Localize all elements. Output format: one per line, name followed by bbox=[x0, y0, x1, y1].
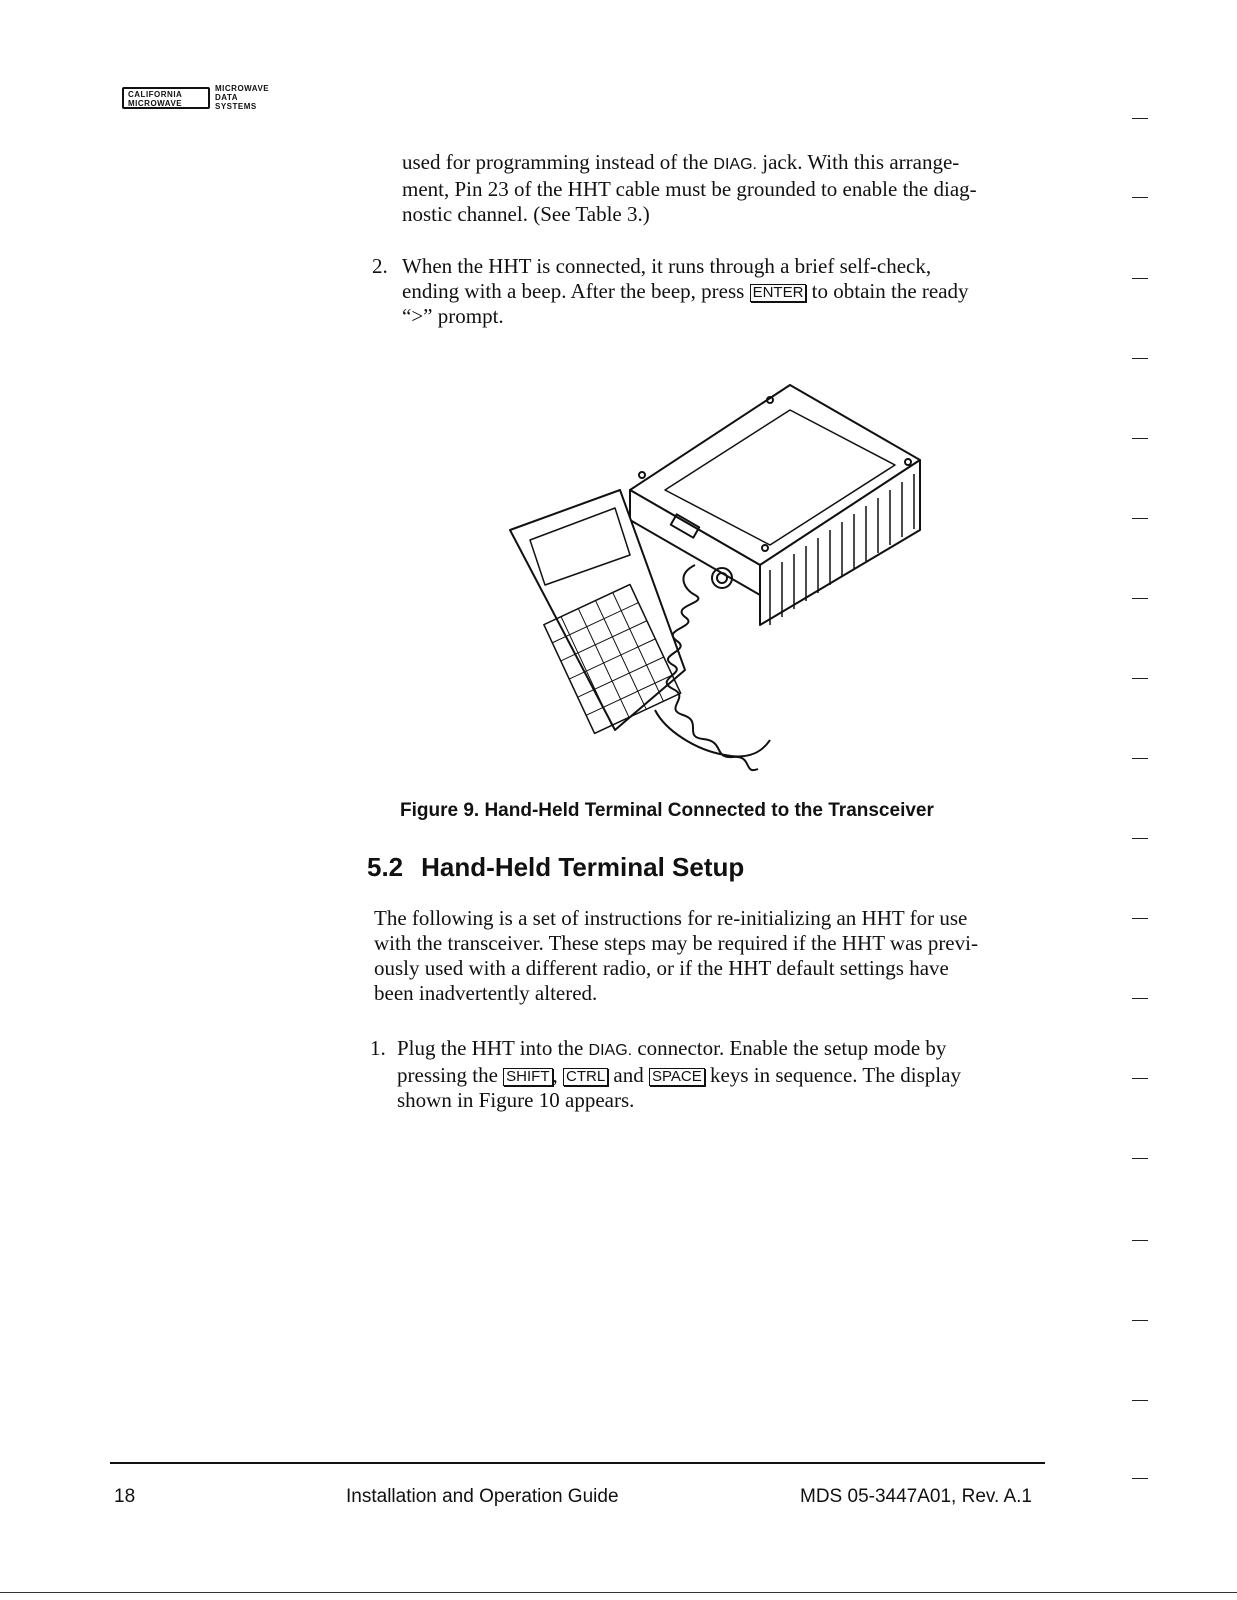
diag-label: DIAG. bbox=[588, 1042, 633, 1059]
page-number: 18 bbox=[114, 1486, 136, 1507]
margin-tick bbox=[1132, 678, 1148, 679]
hht-transceiver-illustration bbox=[500, 380, 940, 780]
figure-caption: Figure 9. Hand-Held Terminal Connected to the Transceiver bbox=[400, 800, 934, 821]
setup-line4: been inadvertently altered. bbox=[374, 981, 598, 1005]
intro-line1 bbox=[402, 150, 1062, 177]
margin-tick bbox=[1132, 1400, 1148, 1401]
intro-line3: nostic channel. (See Table 3.) bbox=[402, 202, 650, 226]
document-number: MDS 05-3447A01, Rev. A.1 bbox=[800, 1486, 1032, 1507]
step-number: 1. bbox=[370, 1036, 386, 1060]
margin-tick bbox=[1132, 197, 1148, 198]
step2-text bbox=[402, 254, 1062, 329]
step1-text-d: keys in sequence. The display bbox=[704, 1063, 961, 1087]
diag-label: DIAG. bbox=[713, 156, 757, 173]
margin-tick bbox=[1132, 1240, 1148, 1241]
margin-tick bbox=[1132, 358, 1148, 359]
step1-line3: shown in Figure 10 appears. bbox=[397, 1088, 635, 1112]
margin-tick bbox=[1132, 438, 1148, 439]
intro-paragraph bbox=[402, 150, 1062, 227]
margin-tick bbox=[1132, 838, 1148, 839]
margin-tick bbox=[1132, 918, 1148, 919]
setup-line3: ously used with a different radio, or if the HHT default settings have bbox=[374, 956, 949, 980]
setup-line2: with the transceiver. These steps may be required if the HHT was previ- bbox=[374, 931, 978, 955]
section-title: Hand-Held Terminal Setup bbox=[421, 852, 745, 882]
separator: , bbox=[552, 1063, 563, 1087]
margin-tick bbox=[1132, 998, 1148, 999]
guide-title: Installation and Operation Guide bbox=[346, 1486, 619, 1507]
margin-tick bbox=[1132, 598, 1148, 599]
shift-key: SHIFT bbox=[503, 1068, 552, 1086]
step1-line1 bbox=[397, 1036, 1057, 1063]
company-logo bbox=[122, 84, 292, 118]
step2-line1: When the HHT is connected, it runs through a brief self-check, bbox=[402, 254, 932, 278]
logo-side-text bbox=[215, 84, 269, 111]
logo-box-line2: MICROWAVE bbox=[128, 99, 183, 108]
step2-text-a: ending with a beep. After the beep, press bbox=[402, 279, 750, 303]
step2-text-b: to obtain the ready bbox=[806, 279, 969, 303]
logo-side-line1: MICROWAVE bbox=[215, 84, 270, 93]
logo-side-line2: DATA bbox=[215, 93, 239, 102]
step1-text-a: Plug the HHT into the bbox=[397, 1036, 589, 1060]
step1-text-c: pressing the bbox=[397, 1063, 504, 1087]
space-key: SPACE bbox=[649, 1068, 705, 1086]
intro-text: used for programming instead of the bbox=[402, 150, 714, 174]
margin-tick bbox=[1132, 1078, 1148, 1079]
margin-tick bbox=[1132, 1158, 1148, 1159]
ctrl-key: CTRL bbox=[563, 1068, 608, 1086]
intro-line2: ment, Pin 23 of the HHT cable must be grounded to enable the diag- bbox=[402, 177, 977, 201]
section-heading bbox=[367, 852, 744, 883]
setup-line1: The following is a set of instructions for re-initializing an HHT for use bbox=[374, 906, 968, 930]
margin-tick bbox=[1132, 118, 1148, 119]
margin-tick bbox=[1132, 1478, 1148, 1479]
step1-text-b: connector. Enable the setup mode by bbox=[632, 1036, 947, 1060]
separator: and bbox=[608, 1063, 649, 1087]
step1-text bbox=[397, 1036, 1057, 1113]
setup-paragraph bbox=[374, 906, 1054, 1006]
step1-line2 bbox=[397, 1063, 1057, 1088]
logo-box-line1: CALIFORNIA bbox=[128, 90, 183, 99]
intro-text: jack. With this arrange- bbox=[756, 150, 960, 174]
scan-edge-line bbox=[0, 1592, 1237, 1593]
margin-tick bbox=[1132, 758, 1148, 759]
step2-line2 bbox=[402, 279, 1062, 304]
step2-line3: “>” prompt. bbox=[402, 304, 504, 328]
margin-tick bbox=[1132, 518, 1148, 519]
step-number: 2. bbox=[372, 254, 388, 278]
enter-key: ENTER bbox=[750, 284, 807, 302]
margin-tick bbox=[1132, 278, 1148, 279]
logo-side-line3: SYSTEMS bbox=[215, 102, 257, 111]
footer-rule bbox=[110, 1462, 1045, 1464]
section-number: 5.2 bbox=[367, 852, 404, 882]
logo-box bbox=[122, 87, 210, 109]
margin-tick bbox=[1132, 1320, 1148, 1321]
